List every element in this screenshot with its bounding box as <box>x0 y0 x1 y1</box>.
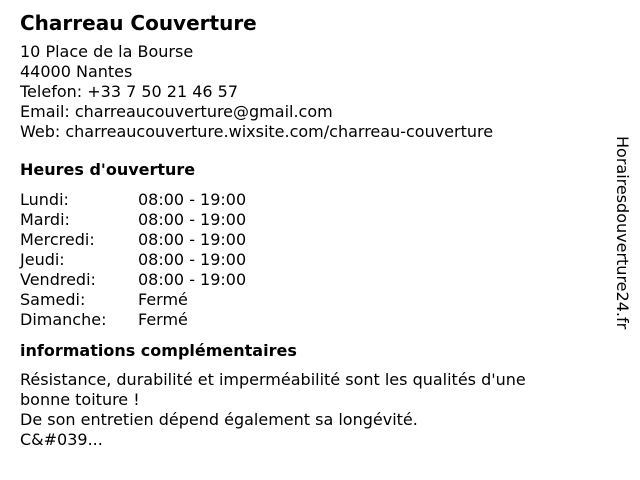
hours-time: 08:00 - 19:00 <box>138 210 247 229</box>
hours-day: Mardi: <box>20 210 70 229</box>
hours-time: 08:00 - 19:00 <box>138 250 247 269</box>
web-line: Web: charreaucouverture.wixsite.com/charreau-couverture <box>20 122 494 141</box>
info-line: bonne toiture ! <box>20 390 140 409</box>
email-line: Email: charreaucouverture@gmail.com <box>20 102 333 121</box>
side-brand-watermark: Horairesdouverture24.fr <box>613 136 632 330</box>
hours-row-friday <box>20 270 600 290</box>
hours-row-wednesday <box>20 230 600 250</box>
hours-time: Fermé <box>138 310 188 329</box>
hours-time: 08:00 - 19:00 <box>138 230 247 249</box>
hours-time: 08:00 - 19:00 <box>138 190 247 209</box>
phone-line: Telefon: +33 7 50 21 46 57 <box>20 82 239 101</box>
info-heading: informations complémentaires <box>20 341 297 360</box>
hours-day: Mercredi: <box>20 230 95 249</box>
hours-day: Vendredi: <box>20 270 96 289</box>
hours-row-monday <box>20 190 600 210</box>
hours-day: Jeudi: <box>20 250 65 269</box>
hours-time: Fermé <box>138 290 188 309</box>
hours-heading: Heures d'ouverture <box>20 160 196 179</box>
hours-row-saturday <box>20 290 600 310</box>
info-line: C&#039... <box>20 430 103 449</box>
address-street: 10 Place de la Bourse <box>20 42 194 61</box>
hours-day: Samedi: <box>20 290 86 309</box>
hours-row-thursday <box>20 250 600 270</box>
address-city: 44000 Nantes <box>20 62 133 81</box>
business-card <box>20 10 600 450</box>
hours-table <box>20 190 600 330</box>
hours-row-tuesday <box>20 210 600 230</box>
info-text <box>20 370 600 450</box>
business-name: Charreau Couverture <box>20 11 257 35</box>
info-line: Résistance, durabilité et imperméabilité sont les qualités d'une <box>20 370 526 389</box>
info-line: De son entretien dépend également sa longévité. <box>20 410 418 429</box>
hours-day: Lundi: <box>20 190 69 209</box>
hours-row-sunday <box>20 310 600 330</box>
hours-day: Dimanche: <box>20 310 107 329</box>
hours-time: 08:00 - 19:00 <box>138 270 247 289</box>
